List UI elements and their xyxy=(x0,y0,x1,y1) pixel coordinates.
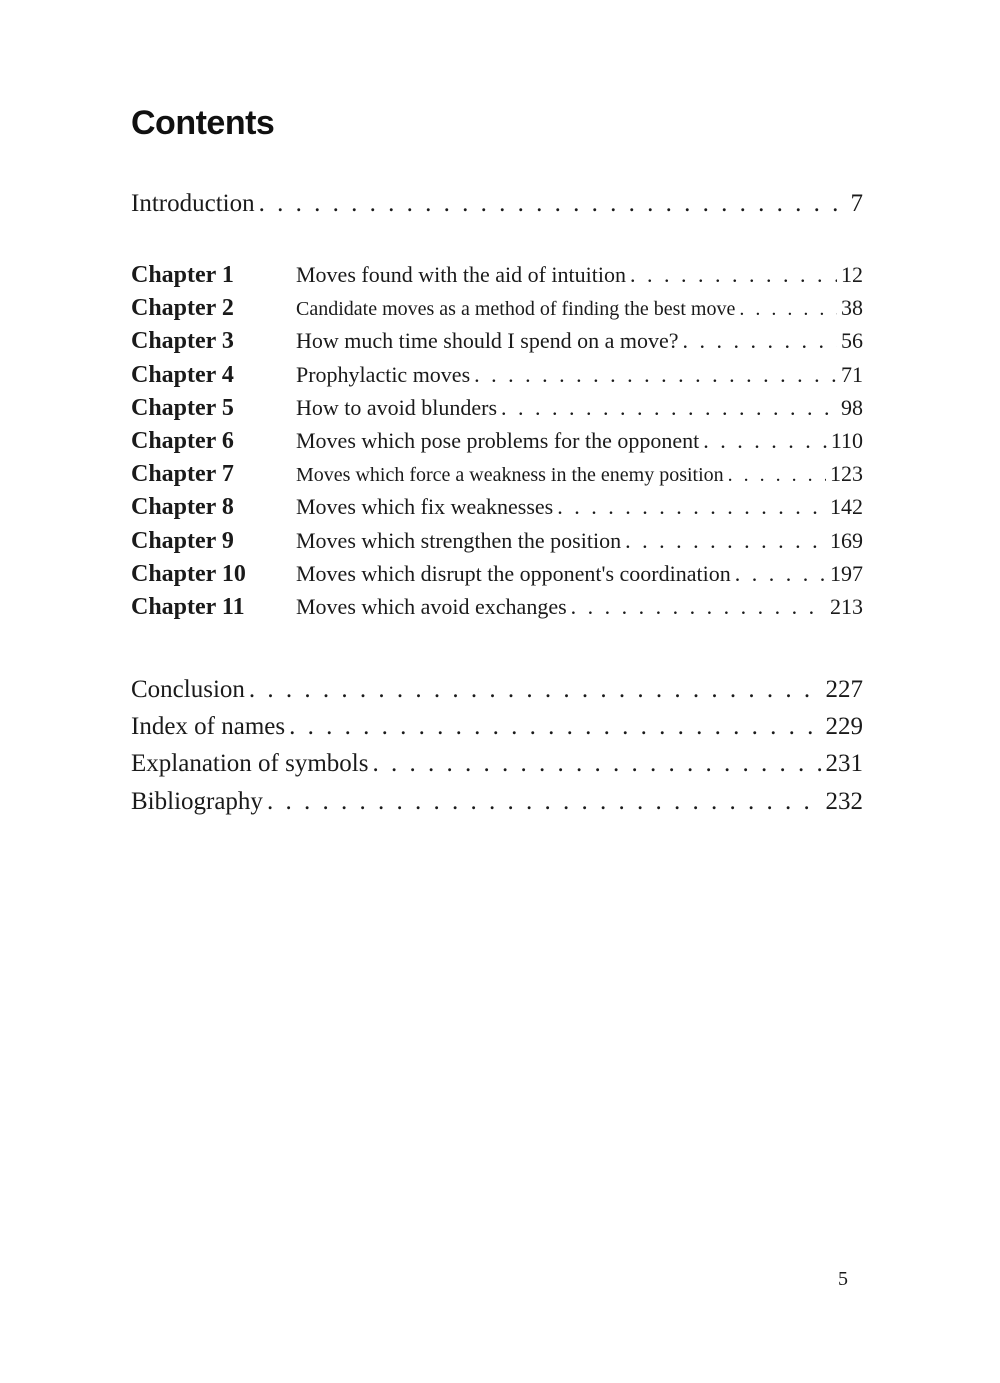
chapter-title: Moves which fix weaknesses xyxy=(296,494,554,520)
chapter-title: Prophylactic moves xyxy=(296,361,471,387)
chapter-number: Chapter 6 xyxy=(131,427,234,454)
chapter-number: Chapter 1 xyxy=(131,262,234,288)
toc-entry-chapter-9[interactable] xyxy=(131,528,863,561)
chapter-title: Moves which force a weakness in the enemy position xyxy=(296,464,724,487)
toc-entry-chapter-2[interactable] xyxy=(131,295,863,328)
toc-entry-chapter-5[interactable] xyxy=(131,395,863,428)
toc-entry-page: 229 xyxy=(825,713,863,740)
toc-entry-label: Explanation of symbols xyxy=(131,750,369,777)
chapter-list xyxy=(131,262,863,627)
leader-dots xyxy=(267,788,822,816)
leader-dots xyxy=(372,750,821,778)
toc-entry-page: 7 xyxy=(850,190,863,217)
toc-entry-index-of-names[interactable] xyxy=(131,713,863,741)
chapter-number: Chapter 11 xyxy=(131,593,245,620)
chapter-page: 213 xyxy=(830,593,863,619)
chapter-title: Moves which strengthen the position xyxy=(296,527,622,553)
leader-dots xyxy=(728,464,826,487)
toc-entry-chapter-10[interactable] xyxy=(131,561,863,594)
chapter-number: Chapter 9 xyxy=(131,527,234,554)
leader-dots xyxy=(259,190,847,218)
leader-dots xyxy=(739,298,837,321)
leader-dots xyxy=(703,428,827,454)
chapter-title: How much time should I spend on a move? xyxy=(296,328,679,354)
chapter-title: Moves which disrupt the opponent's coordination xyxy=(296,560,731,586)
toc-entry-explanation-of-symbols[interactable] xyxy=(131,750,863,778)
toc-entry-label: Conclusion xyxy=(131,676,245,703)
leader-dots xyxy=(501,395,837,421)
leader-dots xyxy=(289,713,821,741)
toc-entry-chapter-4[interactable] xyxy=(131,362,863,395)
leader-dots xyxy=(735,561,826,587)
chapter-page: 71 xyxy=(841,361,863,387)
toc-entry-chapter-6[interactable] xyxy=(131,428,863,461)
chapter-title: Moves which pose problems for the opponent xyxy=(296,427,700,453)
toc-entry-chapter-1[interactable] xyxy=(131,262,863,295)
chapter-number: Chapter 5 xyxy=(131,394,234,421)
leader-dots xyxy=(571,594,826,620)
toc-entry-label: Bibliography xyxy=(131,788,263,815)
chapter-number: Chapter 10 xyxy=(131,560,246,587)
chapter-page: 110 xyxy=(830,427,863,453)
chapter-page: 98 xyxy=(841,394,863,420)
toc-entry-chapter-11[interactable] xyxy=(131,594,863,627)
leader-dots xyxy=(249,676,822,704)
toc-entry-chapter-8[interactable] xyxy=(131,494,863,527)
chapter-page: 169 xyxy=(830,527,863,553)
toc-entry-conclusion[interactable] xyxy=(131,676,863,704)
chapter-number: Chapter 2 xyxy=(131,295,234,322)
toc-entry-label: Introduction xyxy=(131,190,255,217)
toc-entry-bibliography[interactable] xyxy=(131,788,863,816)
chapter-page: 38 xyxy=(841,295,863,321)
chapter-title: Moves which avoid exchanges xyxy=(296,593,567,619)
chapter-number: Chapter 8 xyxy=(131,494,234,521)
chapter-number: Chapter 4 xyxy=(131,361,234,388)
chapter-page: 12 xyxy=(841,262,863,287)
leader-dots xyxy=(625,528,826,554)
toc-entry-page: 232 xyxy=(825,788,863,815)
toc-entry-chapter-3[interactable] xyxy=(131,328,863,361)
page-number: 5 xyxy=(838,1268,848,1290)
chapter-number: Chapter 3 xyxy=(131,328,234,355)
chapter-page: 197 xyxy=(830,560,863,586)
chapter-page: 142 xyxy=(830,494,863,520)
toc-entry-introduction[interactable] xyxy=(131,190,863,218)
chapter-title: Moves found with the aid of intuition xyxy=(296,262,626,287)
chapter-page: 123 xyxy=(830,461,863,487)
leader-dots xyxy=(630,262,837,288)
toc-entry-page: 231 xyxy=(825,750,863,777)
toc-entry-label: Index of names xyxy=(131,713,286,740)
toc-entry-chapter-7[interactable] xyxy=(131,461,863,494)
chapter-number: Chapter 7 xyxy=(131,461,234,488)
chapter-title: How to avoid blunders xyxy=(296,394,498,420)
chapter-title: Candidate moves as a method of finding the best move xyxy=(296,298,736,321)
chapter-page: 56 xyxy=(841,328,863,354)
page-title: Contents xyxy=(131,104,275,142)
leader-dots xyxy=(557,494,826,520)
toc-entry-page: 227 xyxy=(825,676,863,703)
leader-dots xyxy=(683,328,838,354)
leader-dots xyxy=(474,362,837,388)
